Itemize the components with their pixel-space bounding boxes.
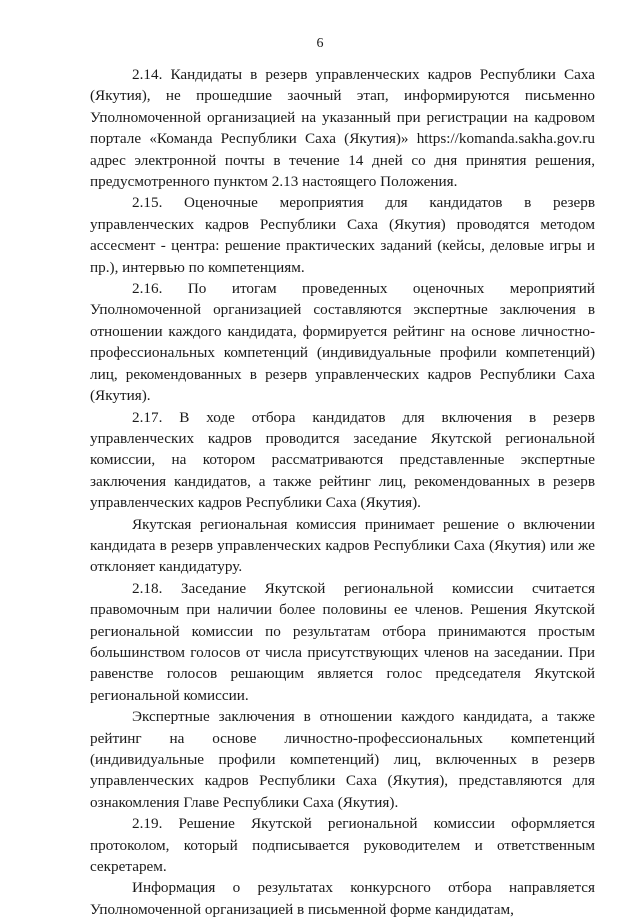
document-body xyxy=(90,64,595,920)
paragraph-text: В ходе отбора кандидатов для включения в резерв управленческих кадров проводится заседание Якутской региональной комиссии, на котором рассматриваются представленные экспертные заключения кандидатов, а также рейтинг лиц, рекомендованных в резерв управленческих кадров Республики Саха (Якутия). xyxy=(90,408,596,512)
paragraph-text: Заседание Якутской региональной комиссии считается правомочным при наличии более половины ее членов. Решения Якутской региональной комиссии по результатам отбора принимаются простым большинством голосов от числа присутствующих членов на заседании. При равенстве голосов решающим является голос председателя Якутской региональной комиссии. xyxy=(90,579,595,704)
paragraph-results-information xyxy=(90,877,595,920)
page-number: 6 xyxy=(316,36,324,51)
paragraph-expert-conclusions xyxy=(90,706,595,813)
paragraph-text: Якутская региональная комиссия принимает решение о включении кандидата в резерв управленческих кадров Республики Саха (Якутия) или же отклоняет кандидатуру. xyxy=(90,515,595,576)
paragraph-text: Оценочные мероприятия для кандидатов в резерв управленческих кадров Республики Саха (Якутия) проводятся методом ассесмент - центра: решение практических заданий (кейсы, деловые игры и пр.), интервью по компетенциям. xyxy=(90,194,596,276)
paragraph-2-14 xyxy=(90,64,595,192)
paragraph-text: Информация о результатах конкурсного отбора направляется Уполномоченной организацией в письменной форме кандидатам, xyxy=(90,879,595,918)
paragraph-2-15 xyxy=(90,192,595,278)
paragraph-2-18 xyxy=(90,578,595,706)
paragraph-text: Экспертные заключения в отношении каждого кандидата, а также рейтинг на основе личностно-профессиональных компетенций (индивидуальные профили компетенций) лиц, включенных в резерв управленческих кадров Республики Саха (Якутия), представляются для ознакомления Главе Республики Саха (Якутия). xyxy=(90,708,595,811)
paragraph-2-19 xyxy=(90,813,595,877)
clause-number: 2.18. xyxy=(132,579,163,597)
clause-number: 2.19. xyxy=(132,815,163,833)
clause-number: 2.16. xyxy=(132,280,163,298)
paragraph-text: Кандидаты в резерв управленческих кадров Республики Саха (Якутия), не прошедшие заочный этап, информируются письменно Уполномоченной организацией на указанный при регистрации на кадровом портале «Команда Республики Саха (Якутия)» https://komanda.sakha.gov.ru адрес электронной почты в течение 14 дней со дня принятия решения, предусмотренного пунктом 2.13 настоящего Положения. xyxy=(90,66,595,191)
paragraph-2-17 xyxy=(90,407,595,514)
clause-number: 2.14. xyxy=(132,66,163,83)
clause-number: 2.15. xyxy=(132,194,163,212)
paragraph-2-16 xyxy=(90,278,595,406)
paragraph-commission-decision xyxy=(90,514,595,578)
paragraph-text: По итогам проведенных оценочных мероприятий Уполномоченной организацией составляются экспертные заключения в отношении каждого кандидата, формируется рейтинг на основе личностно-профессиональных компетенций (индивидуальные профили компетенций) лиц, рекомендованных в резерв управленческих кадров Республики Саха (Якутия). xyxy=(90,280,595,405)
paragraph-text: Решение Якутской региональной комиссии оформляется протоколом, который подписывается руководителем и ответственным секретарем. xyxy=(90,815,595,876)
clause-number: 2.17. xyxy=(132,408,163,426)
